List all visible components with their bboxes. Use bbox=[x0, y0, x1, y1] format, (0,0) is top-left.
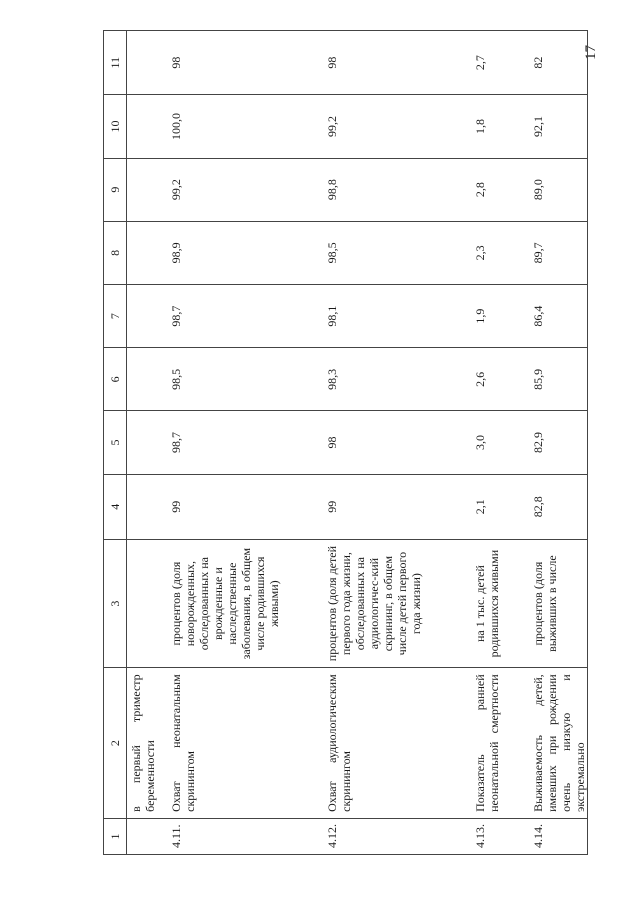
header-cell: 3 bbox=[104, 539, 127, 667]
value-cell: 2,3 bbox=[467, 221, 525, 284]
indicator-name: в первый триместр беременности bbox=[127, 668, 163, 819]
unit-cell: процентов (доля детей первого года жизни, обследованных на аудиологичес-кий скрининг, в общем числе детей первого года жизни) bbox=[319, 539, 467, 667]
value-cell bbox=[127, 284, 163, 347]
table-row bbox=[525, 31, 588, 855]
value-cell: 89,0 bbox=[525, 158, 588, 221]
value-cell bbox=[127, 95, 163, 158]
value-cell bbox=[127, 31, 163, 95]
value-cell: 85,9 bbox=[525, 348, 588, 411]
value-cell: 2,1 bbox=[467, 474, 525, 539]
value-cell: 3,0 bbox=[467, 411, 525, 474]
value-cell bbox=[127, 411, 163, 474]
indicator-name: Охват неонатальным скринингом bbox=[163, 668, 319, 819]
table-row bbox=[163, 31, 319, 855]
value-cell: 98,7 bbox=[163, 411, 319, 474]
value-cell: 98,9 bbox=[163, 221, 319, 284]
table-row bbox=[127, 31, 163, 855]
header-cell: 1 bbox=[104, 818, 127, 854]
header-cell: 4 bbox=[104, 474, 127, 539]
indicator-table-container bbox=[103, 30, 587, 855]
value-cell: 98 bbox=[319, 31, 467, 95]
value-cell: 99,2 bbox=[163, 158, 319, 221]
value-cell bbox=[127, 474, 163, 539]
header-cell: 11 bbox=[104, 31, 127, 95]
value-cell: 1,8 bbox=[467, 95, 525, 158]
row-number bbox=[127, 818, 163, 854]
row-number: 4.11. bbox=[163, 818, 319, 854]
unit-cell: процентов (доля новорожденных, обследованных на врожденные и наследственные заболевания, в общем числе родившихся живыми) bbox=[163, 539, 319, 667]
value-cell: 98,5 bbox=[319, 221, 467, 284]
indicator-table bbox=[103, 30, 588, 855]
value-cell: 89,7 bbox=[525, 221, 588, 284]
value-cell: 98,5 bbox=[163, 348, 319, 411]
header-cell: 5 bbox=[104, 411, 127, 474]
value-cell bbox=[127, 348, 163, 411]
value-cell: 82,9 bbox=[525, 411, 588, 474]
page-number: 17 bbox=[583, 45, 599, 60]
value-cell: 2,6 bbox=[467, 348, 525, 411]
header-cell: 6 bbox=[104, 348, 127, 411]
header-cell: 8 bbox=[104, 221, 127, 284]
row-number: 4.12. bbox=[319, 818, 467, 854]
value-cell: 98,8 bbox=[319, 158, 467, 221]
value-cell: 92,1 bbox=[525, 95, 588, 158]
header-cell: 9 bbox=[104, 158, 127, 221]
header-cell: 10 bbox=[104, 95, 127, 158]
unit-cell: процентов (доля выживших в числе bbox=[525, 539, 588, 667]
value-cell: 86,4 bbox=[525, 284, 588, 347]
indicator-name: Выживаемость детей, имевших при рождении очень низкую и экстремально bbox=[525, 668, 588, 819]
table-row bbox=[319, 31, 467, 855]
value-cell: 2,8 bbox=[467, 158, 525, 221]
header-cell: 2 bbox=[104, 668, 127, 819]
value-cell bbox=[127, 158, 163, 221]
value-cell: 98 bbox=[163, 31, 319, 95]
unit-cell bbox=[127, 539, 163, 667]
unit-cell: на 1 тыс. детей родившихся живыми bbox=[467, 539, 525, 667]
header-cell: 7 bbox=[104, 284, 127, 347]
value-cell: 98,3 bbox=[319, 348, 467, 411]
value-cell: 98,7 bbox=[163, 284, 319, 347]
value-cell: 82,8 bbox=[525, 474, 588, 539]
value-cell: 2,7 bbox=[467, 31, 525, 95]
indicator-name: Охват аудиологическим скринингом bbox=[319, 668, 467, 819]
value-cell: 1,9 bbox=[467, 284, 525, 347]
value-cell: 98,1 bbox=[319, 284, 467, 347]
value-cell: 82 bbox=[525, 31, 588, 95]
value-cell bbox=[127, 221, 163, 284]
value-cell: 98 bbox=[319, 411, 467, 474]
row-number: 4.13. bbox=[467, 818, 525, 854]
value-cell: 99,2 bbox=[319, 95, 467, 158]
row-number: 4.14. bbox=[525, 818, 588, 854]
header-row bbox=[104, 31, 127, 855]
table-row bbox=[467, 31, 525, 855]
indicator-name: Показатель ранней неонатальной смертности bbox=[467, 668, 525, 819]
value-cell: 99 bbox=[163, 474, 319, 539]
value-cell: 99 bbox=[319, 474, 467, 539]
value-cell: 100,0 bbox=[163, 95, 319, 158]
